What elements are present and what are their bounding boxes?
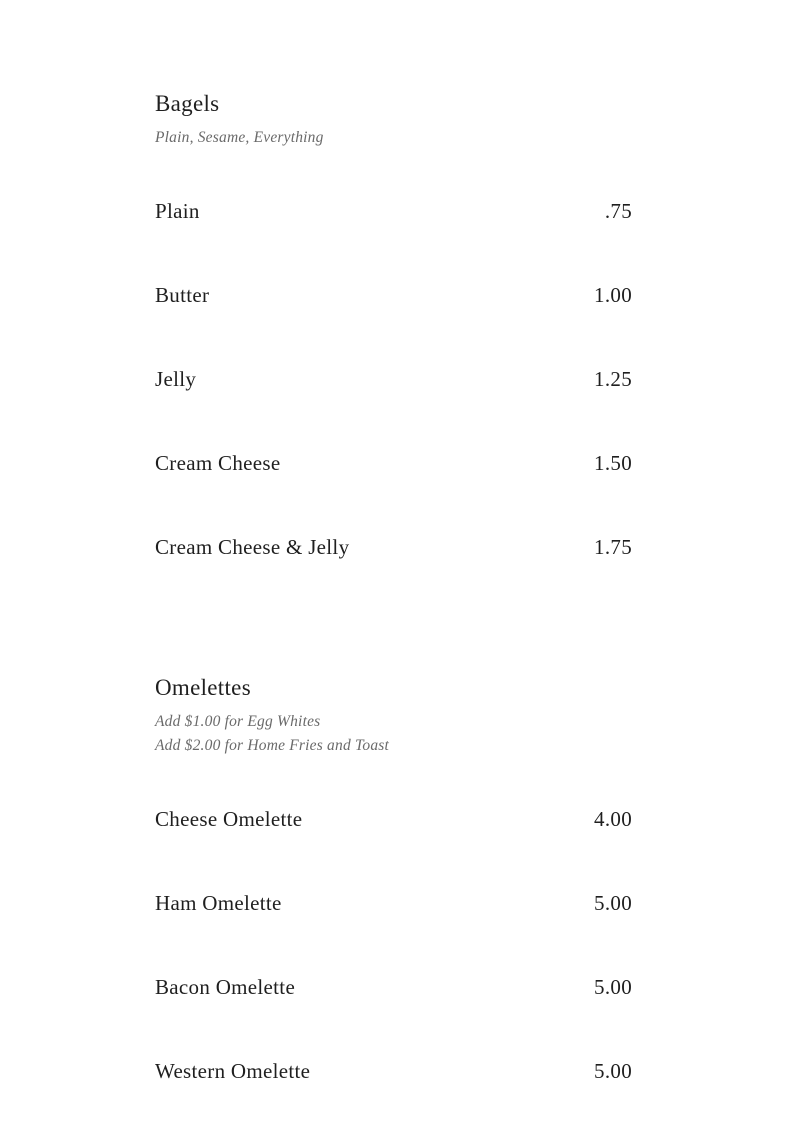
section-note: Plain, Sesame, Everything xyxy=(155,129,324,146)
section-notes-omelettes xyxy=(155,710,632,758)
menu-section-omelettes xyxy=(155,674,632,1085)
menu-item-price: 5.00 xyxy=(594,1059,632,1083)
menu-item-price: 5.00 xyxy=(594,975,632,999)
menu-item-name: Cheese Omelette xyxy=(155,807,303,831)
section-notes-bagels xyxy=(155,126,632,150)
menu-item-row xyxy=(155,805,632,833)
menu-item-name: Bacon Omelette xyxy=(155,975,296,999)
menu-section-bagels xyxy=(155,90,632,561)
menu-item-name: Ham Omelette xyxy=(155,891,282,915)
menu-item-price: 1.75 xyxy=(594,535,632,559)
menu-item-name: Western Omelette xyxy=(155,1059,311,1083)
section-note: Add $1.00 for Egg Whites xyxy=(155,713,321,730)
menu-item-price: .75 xyxy=(604,199,632,223)
menu-item-price: 1.25 xyxy=(594,367,632,391)
menu-item-row xyxy=(155,1057,632,1085)
menu-item-row xyxy=(155,973,632,1001)
menu-item-row xyxy=(155,197,632,225)
menu-item-price: 5.00 xyxy=(594,891,632,915)
menu-item-price: 1.50 xyxy=(594,451,632,475)
section-title-bagels: Bagels xyxy=(155,91,220,116)
menu-item-row xyxy=(155,889,632,917)
menu-item-price: 1.00 xyxy=(594,283,632,307)
menu-item-row xyxy=(155,533,632,561)
menu-item-name: Cream Cheese & Jelly xyxy=(155,535,350,559)
section-title-omelettes: Omelettes xyxy=(155,675,251,700)
menu-item-row xyxy=(155,281,632,309)
section-note: Add $2.00 for Home Fries and Toast xyxy=(155,737,390,754)
menu-content-column xyxy=(155,0,632,1085)
menu-item-name: Jelly xyxy=(155,367,197,391)
menu-item-name: Plain xyxy=(155,199,200,223)
menu-item-name: Cream Cheese xyxy=(155,451,281,475)
menu-item-row xyxy=(155,365,632,393)
menu-item-price: 4.00 xyxy=(594,807,632,831)
menu-item-name: Butter xyxy=(155,283,210,307)
menu-item-row xyxy=(155,449,632,477)
